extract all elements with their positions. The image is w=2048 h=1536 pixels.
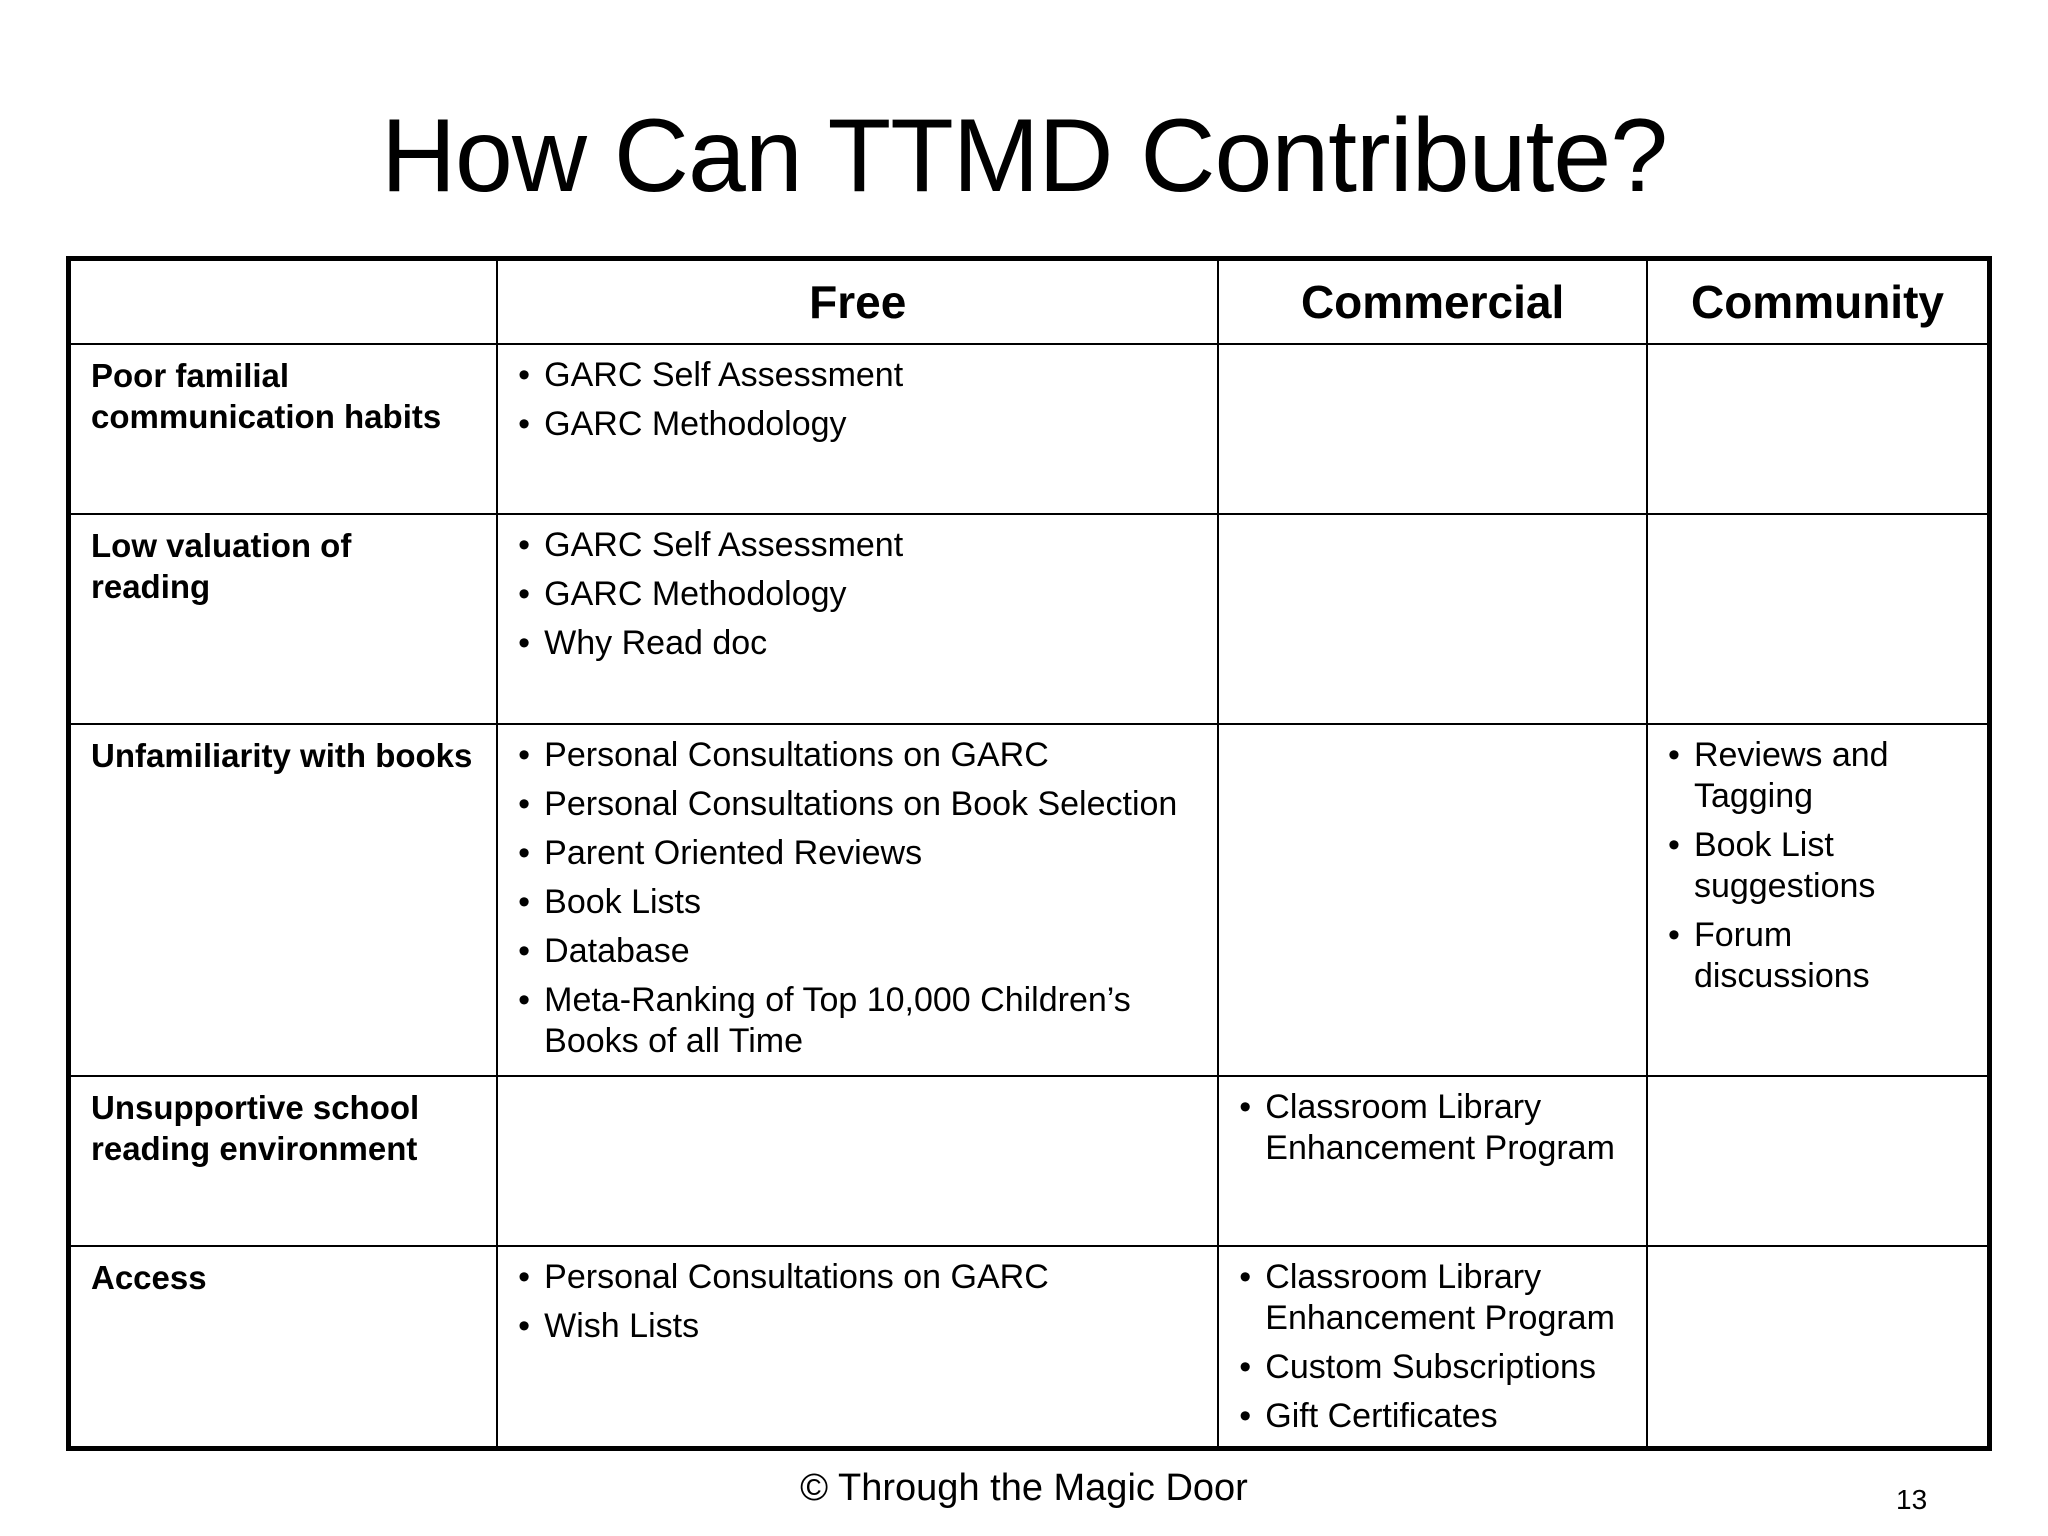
- header-row: [69, 259, 1990, 345]
- table-row: [69, 1246, 1990, 1448]
- list-item: [518, 833, 1203, 874]
- table-row: [69, 1076, 1990, 1246]
- bullet-icon: •: [518, 883, 531, 921]
- free-cell: [497, 344, 1218, 514]
- list-item-text: Wish Lists: [544, 1307, 700, 1345]
- commercial-cell: [1218, 1246, 1647, 1448]
- list-item-text: Personal Consultations on GARC: [544, 736, 1049, 774]
- bullet-list: [498, 1247, 1217, 1347]
- header-cell-free: Free: [497, 259, 1218, 345]
- list-item-text: GARC Methodology: [544, 575, 847, 613]
- list-item: [518, 355, 1203, 396]
- list-item-text: Why Read doc: [544, 624, 768, 662]
- list-item: [1239, 1257, 1632, 1339]
- slide-title: How Can TTMD Contribute?: [380, 98, 1668, 214]
- bullet-icon: •: [1667, 916, 1680, 954]
- list-item: [518, 574, 1203, 615]
- bullet-icon: •: [518, 405, 531, 443]
- list-item-text: Book List suggestions: [1693, 826, 1876, 905]
- list-item-text: Parent Oriented Reviews: [544, 834, 923, 872]
- header-cell-empty: [69, 259, 498, 345]
- bullet-icon: •: [1239, 1258, 1252, 1296]
- table-row: [69, 344, 1990, 514]
- list-item: [1668, 825, 1973, 907]
- list-item: [1668, 735, 1973, 817]
- table-row: [69, 724, 1990, 1076]
- bullet-icon: •: [1667, 736, 1680, 774]
- contribution-table: [66, 256, 1992, 1451]
- bullet-list: [1219, 1077, 1646, 1169]
- list-item-text: GARC Self Assessment: [544, 526, 904, 564]
- bullet-list: [1219, 1247, 1646, 1437]
- list-item-text: GARC Methodology: [544, 405, 847, 443]
- community-cell: [1647, 514, 1990, 724]
- bullet-icon: •: [518, 736, 531, 774]
- row-label: Access: [69, 1246, 498, 1448]
- community-cell: [1647, 344, 1990, 514]
- bullet-list: [498, 345, 1217, 445]
- header-cell-commercial: Commercial: [1218, 259, 1647, 345]
- list-item: [518, 525, 1203, 566]
- commercial-cell: [1218, 724, 1647, 1076]
- list-item-text: Book Lists: [544, 883, 702, 921]
- page-number: 13: [1896, 1484, 1928, 1515]
- list-item: [518, 980, 1203, 1062]
- free-cell: [497, 1076, 1218, 1246]
- list-item: [1668, 915, 1973, 997]
- header-cell-community: Community: [1647, 259, 1990, 345]
- list-item-text: Forum discussions: [1693, 916, 1870, 995]
- free-cell: [497, 514, 1218, 724]
- list-item: [518, 735, 1203, 776]
- commercial-cell: [1218, 514, 1647, 724]
- community-cell: [1647, 724, 1990, 1076]
- bullet-list: [498, 725, 1217, 1062]
- row-label: Unsupportive school reading environment: [69, 1076, 498, 1246]
- footer-copyright: © Through the Magic Door: [800, 1467, 1248, 1509]
- free-cell: [497, 724, 1218, 1076]
- list-item: [518, 784, 1203, 825]
- list-item-text: Meta-Ranking of Top 10,000 Children’s Books of all Time: [544, 981, 1131, 1060]
- list-item: [1239, 1396, 1632, 1437]
- list-item: [518, 1257, 1203, 1298]
- table-body: [69, 344, 1990, 1448]
- bullet-icon: •: [518, 624, 531, 662]
- list-item-text: Custom Subscriptions: [1265, 1348, 1596, 1386]
- list-item: [518, 404, 1203, 445]
- list-item-text: Gift Certificates: [1265, 1397, 1498, 1435]
- list-item-text: Classroom Library Enhancement Program: [1265, 1258, 1615, 1337]
- list-item: [518, 623, 1203, 664]
- bullet-icon: •: [518, 981, 531, 1019]
- bullet-icon: •: [518, 834, 531, 872]
- row-label: Poor familial communication habits: [69, 344, 498, 514]
- list-item-text: Reviews and Tagging: [1693, 736, 1889, 815]
- list-item-text: GARC Self Assessment: [544, 356, 904, 394]
- list-item-text: Personal Consultations on Book Selection: [544, 785, 1178, 823]
- bullet-list: [498, 515, 1217, 664]
- bullet-list: [1648, 725, 1987, 997]
- list-item-text: Database: [544, 932, 690, 970]
- bullet-icon: •: [518, 1307, 531, 1345]
- community-cell: [1647, 1246, 1990, 1448]
- bullet-icon: •: [518, 526, 531, 564]
- bullet-icon: •: [518, 575, 531, 613]
- bullet-icon: •: [518, 932, 531, 970]
- bullet-icon: •: [1239, 1088, 1252, 1126]
- table-row: [69, 514, 1990, 724]
- bullet-icon: •: [1239, 1397, 1252, 1435]
- row-label: Unfamiliarity with books: [69, 724, 498, 1076]
- bullet-icon: •: [1667, 826, 1680, 864]
- commercial-cell: [1218, 1076, 1647, 1246]
- list-item-text: Classroom Library Enhancement Program: [1265, 1088, 1615, 1167]
- bullet-icon: •: [518, 1258, 531, 1296]
- list-item-text: Personal Consultations on GARC: [544, 1258, 1049, 1296]
- bullet-icon: •: [518, 356, 531, 394]
- free-cell: [497, 1246, 1218, 1448]
- list-item: [1239, 1347, 1632, 1388]
- list-item: [518, 1306, 1203, 1347]
- row-label: Low valuation of reading: [69, 514, 498, 724]
- community-cell: [1647, 1076, 1990, 1246]
- list-item: [518, 882, 1203, 923]
- bullet-icon: •: [1239, 1348, 1252, 1386]
- list-item: [518, 931, 1203, 972]
- bullet-icon: •: [518, 785, 531, 823]
- list-item: [1239, 1087, 1632, 1169]
- commercial-cell: [1218, 344, 1647, 514]
